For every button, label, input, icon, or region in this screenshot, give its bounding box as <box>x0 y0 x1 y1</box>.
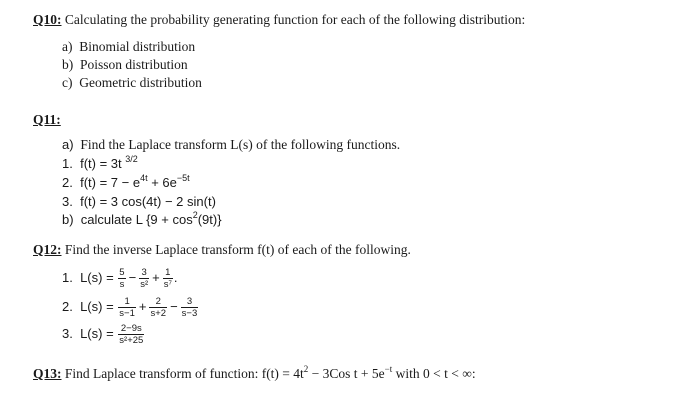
formula-superscript: 2 <box>192 210 198 220</box>
list-marker: 3. <box>62 325 73 341</box>
q10-item-b <box>62 57 188 73</box>
q11-item-1 <box>62 156 138 171</box>
formula-lhs: L(s) = <box>80 325 114 341</box>
formula-text: f(t) = 3t <box>80 156 126 171</box>
q12-label: Q12: <box>33 242 62 257</box>
q12-item-2 <box>62 296 199 319</box>
list-marker: c) <box>62 75 73 90</box>
formula-text: + 6e <box>147 175 177 190</box>
q11-part-a <box>62 137 400 153</box>
q13-text: Find Laplace transform of function: f(t) = 4t <box>61 366 304 381</box>
fraction: $\frac{1}{\text{s⁷}}$ <box>163 267 172 290</box>
fraction: $\frac{3}{s-3}$ <box>181 296 198 319</box>
list-item-text: Find the Laplace transform L(s) of the following functions. <box>80 137 401 152</box>
fraction: $\frac{2}{s+2}$ <box>150 296 167 319</box>
q10-label: Q10: <box>33 12 62 27</box>
list-item-text: Geometric distribution <box>79 75 202 90</box>
formula-superscript: 3/2 <box>125 154 138 164</box>
q11-item-3 <box>62 194 216 209</box>
q12-heading <box>33 242 411 258</box>
q12-item-1 <box>62 267 178 290</box>
formula-lhs: L(s) = <box>80 269 114 285</box>
formula-superscript: 4t <box>140 173 148 183</box>
operator: + <box>152 269 160 285</box>
list-marker: 2. <box>62 175 73 190</box>
formula-text: f(t) = 3 cos(4t) − 2 sin(t) <box>80 194 216 209</box>
fraction: $\frac{1}{s-1}$ <box>119 296 135 319</box>
list-marker: a) <box>62 137 74 152</box>
formula-lhs: L(s) = <box>80 298 114 314</box>
formula-text: (9t)} <box>197 212 222 227</box>
formula-superscript: −t <box>384 364 393 374</box>
list-marker: 3. <box>62 194 73 209</box>
fraction: $\frac{5}{s}$ <box>119 267 125 290</box>
q13-text: with 0 < t < ∞: <box>392 366 476 381</box>
q12-text: Find the inverse Laplace transform f(t) of each of the following. <box>61 242 411 257</box>
q13-heading <box>33 366 476 382</box>
q11-label: Q11: <box>33 112 61 127</box>
operator: − <box>128 269 137 285</box>
q11-item-2 <box>62 175 190 190</box>
q10-item-a <box>62 39 195 55</box>
formula-text: calculate L {9 + cos <box>80 212 193 227</box>
fraction: $\frac{3}{\text{s²}}$ <box>140 267 149 290</box>
q11-part-b <box>62 212 222 227</box>
list-marker: a) <box>62 39 73 54</box>
list-item-text: Binomial distribution <box>79 39 196 54</box>
q10-item-c <box>62 75 202 91</box>
q10-heading <box>33 12 525 28</box>
list-marker: 1. <box>62 269 73 285</box>
q11-heading <box>33 112 61 128</box>
q13-text: − 3Cos t + 5e <box>308 366 385 381</box>
formula-superscript: 2 <box>303 364 309 374</box>
q13-label: Q13: <box>33 366 62 381</box>
formula-superscript: −5t <box>176 173 190 183</box>
list-marker: 1. <box>62 156 73 171</box>
operator: − <box>170 298 178 314</box>
operator: + <box>138 298 147 314</box>
q10-text: Calculating the probability generating function for each of the following distribution: <box>61 12 526 27</box>
list-item-text: Poisson distribution <box>80 57 188 72</box>
list-marker: b) <box>62 212 74 227</box>
formula-end: . <box>173 269 178 285</box>
list-marker: b) <box>62 57 74 72</box>
fraction: $\frac{2-9s}{\text{s²+25}}$ <box>119 323 144 346</box>
q12-item-3 <box>62 323 145 346</box>
formula-text: f(t) = 7 − e <box>80 175 141 190</box>
list-marker: 2. <box>62 298 73 314</box>
